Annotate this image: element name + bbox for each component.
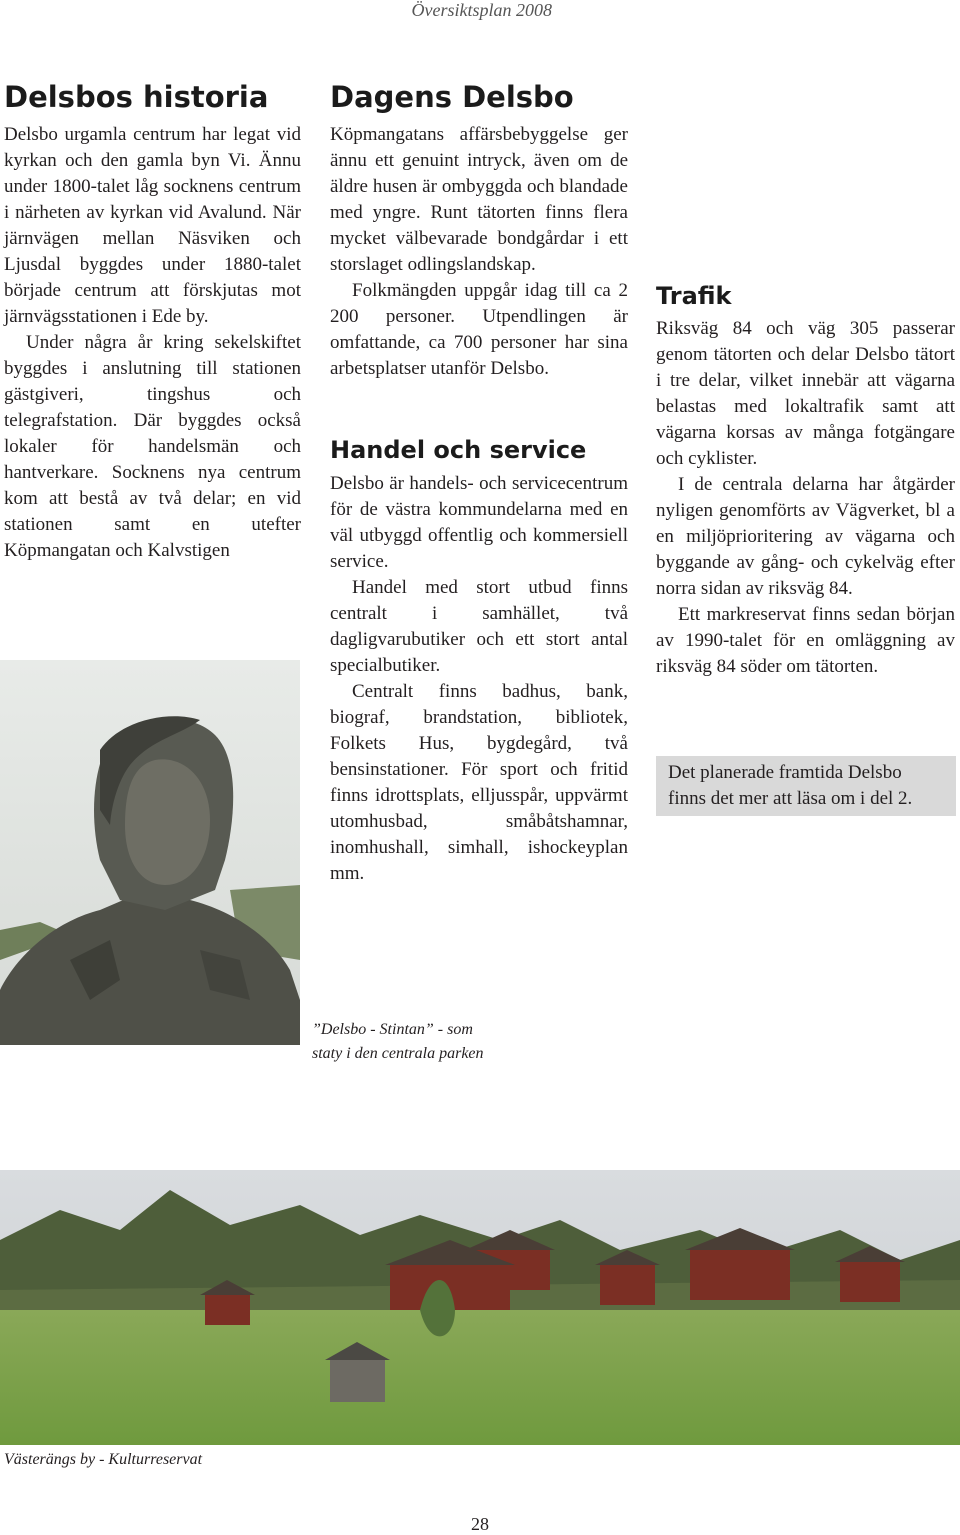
- statue-caption-line-1: ”Delsbo - Stintan” - som: [312, 1021, 473, 1038]
- statue-caption-line-2: staty i den centrala parken: [312, 1045, 484, 1062]
- history-body: [4, 122, 301, 564]
- landscape-caption: Västerängs by - Kulturreservat: [4, 1451, 203, 1468]
- running-header: Översiktsplan 2008: [411, 0, 552, 20]
- landscape-photo: [0, 1170, 960, 1445]
- traffic-body: [656, 316, 955, 680]
- info-box: Det planerade framtida Delsbo finns det mer att läsa om i del 2.: [656, 756, 956, 816]
- history-paragraph-2: Under några år kring sekelskiftet byggdes i anslutning till stationen gästgiveri, tingshus och telegrafstation. Där byggdes också lokaler för handelsmän och hantverkare. Socknens nya centrum kom att bestå av två delar; en vid stationen samt en utefter Köpmangatan och Kalvstigen: [4, 332, 301, 561]
- traffic-paragraph-1: Riksväg 84 och väg 305 passerar genom tätorten och delar Delsbo tätort i tre delar, vilket innebär att vägarna belastas med lokaltrafik samt att vägarna korsas av många fotgängare och cyklister.: [656, 318, 955, 469]
- history-heading: Delsbos historia: [4, 80, 269, 114]
- traffic-heading: Trafik: [656, 282, 732, 310]
- today-paragraph-1: Köpmangatans affärsbebyggelse ger ännu ett genuint intryck, även om de äldre husen är ombyggda och blandade med yngre. Runt tätorten finns flera mycket välbevarade bondgårdar i ett storslaget odlingslandskap.: [330, 124, 628, 275]
- service-body: [330, 471, 628, 887]
- service-paragraph-2: Handel med stort utbud finns centralt i samhället, två dagligvarubutiker och ett stort antal specialbutiker.: [330, 577, 628, 676]
- service-paragraph-1: Delsbo är handels- och servicecentrum för de västra kommundelarna med en väl utbyggd offentlig och kommersiell service.: [330, 473, 628, 572]
- today-body: [330, 122, 628, 382]
- today-heading: Dagens Delsbo: [330, 80, 574, 114]
- service-heading: Handel och service: [330, 436, 587, 464]
- traffic-paragraph-3: Ett markreservat finns sedan början av 1990-talet för en omläggning av riksväg 84 söder om tätorten.: [656, 604, 955, 677]
- today-paragraph-2: Folkmängden uppgår idag till ca 2 200 personer. Utpendlingen är omfattande, ca 700 personer har sina arbetsplatser utanför Delsbo.: [330, 280, 628, 379]
- page-number: 28: [471, 1514, 489, 1534]
- statue-photo: [0, 660, 300, 1045]
- history-paragraph-1: Delsbo urgamla centrum har legat vid kyrkan och den gamla byn Vi. Ännu under 1800-talet låg socknens centrum i närheten av kyrkan vid Avalund. När järnvägen mellan Näsviken och Ljusdal byggdes under 1880-talet började centrum att förskjutas mot järnvägsstationen i Ede by.: [4, 124, 301, 327]
- service-paragraph-3: Centralt finns badhus, bank, biograf, brandstation, bibliotek, Folkets Hus, bygdegård, två bensinstationer. För sport och fritid finns idrottsplats, elljusspår, uppvärmt utomhusbad, småbåtshamnar, inomhushall, simhall, ishockeyplan mm.: [330, 681, 628, 884]
- statue-caption: [312, 1018, 484, 1066]
- traffic-paragraph-2: I de centrala delarna har åtgärder nyligen genomförts av Vägverket, bl a en miljöprioritering av vägarna och byggande av gång- och cykelväg efter norra sidan av riksväg 84.: [656, 474, 955, 599]
